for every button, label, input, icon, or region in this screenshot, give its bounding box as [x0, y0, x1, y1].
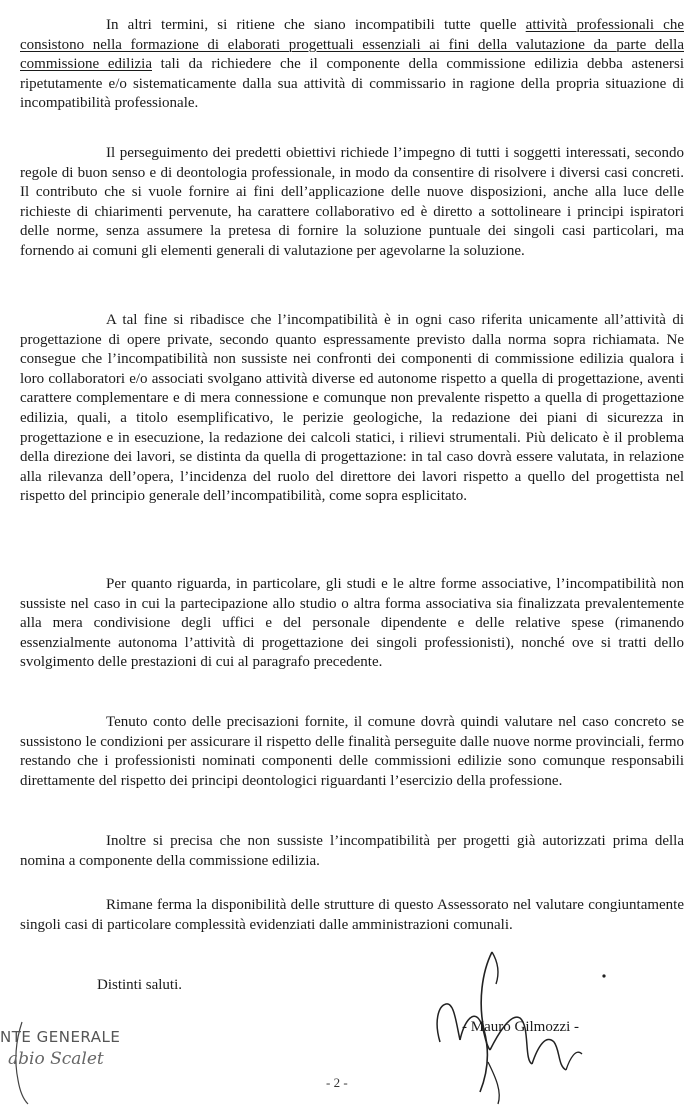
paragraph-rest-text: tali da richiedere che il componente della commissione edilizia debba astenersi ripetutamente e/o sistematicamente dalla sua attività di commissario in ragione della propria situazione di incompatibilità professionale. [20, 56, 684, 112]
underlined-phrase: attività professionali che consistono nella formazione di elaborati progettuali essenziali ai fini della valutazione da parte della commissione edilizia [20, 17, 684, 73]
paragraph-objectives: Il perseguimento dei predetti obiettivi richiede l’impegno di tutti i soggetti interessati, secondo regole di buon senso e di deontologia professionale, in modo da consentire di risolvere i diversi casi concreti. Il contributo che si vuole fornire ai fini dell’applicazione delle nuove disposizioni, anche alla luce delle richieste di chiarimenti pervenute, ha carattere collaborativo ed è diretto a sottolineare i principi ispiratori delle norme, senza assumere la pretesa di fornire la soluzione puntuale dei singoli casi particolari, ma fornendo ai comuni gli elementi generali di valutazione per agevolarne la soluzione. [20, 145, 684, 259]
paragraph-municipal-evaluation: Tenuto conto delle precisazioni fornite, il comune dovrà quindi valutare nel caso concreto se sussistono le condizioni per assicurare il rispetto delle finalità perseguite dalle nuove norme provinciali, fermo restando che i professionisti nominati componenti delle commissioni edilizie sono comunque responsabili direttamente del rispetto dei principi deontologici riguardanti l’esercizio della professione. [20, 714, 684, 789]
stamp-role-text: NTE GENERALE [0, 1028, 121, 1046]
paragraph-availability: Rimane ferma la disponibilità delle strutture di questo Assessorato nel valutare congiuntamente singoli casi di particolare complessità evidenziati dalle amministrazioni comunali. [20, 897, 684, 933]
paragraph-associations: Per quanto riguarda, in particolare, gli studi e le altre forme associative, l’incompatibilità non sussiste nel caso in cui la partecipazione allo studio o altra forma associativa sia finalizzata prevalentemente alla mera condivisione degli uffici e del personale dipendente e delle relative spese (rimanendo essenzialmente autonoma l’attività di progettazione dei singoli professionisti), nonché ove si tratti dello svolgimento delle prestazioni di cui al paragrafo precedente. [20, 576, 684, 671]
paragraph-authorized-projects: Inoltre si precisa che non sussiste l’incompatibilità per progetti già autorizzati prima della nomina a componente della commissione edilizia. [20, 833, 684, 869]
signer-name: - Mauro Gilmozzi - [462, 1019, 580, 1035]
closing-salutation: Distinti saluti. [97, 977, 183, 993]
paragraph-incompatibility [20, 16, 684, 114]
page-number: - 2 - [326, 1075, 348, 1090]
paragraph-design-activity: A tal fine si ribadisce che l’incompatibilità è in ogni caso riferita unicamente all’attività di progettazione di opere private, secondo quanto espressamente previsto dalla norma sopra richiamata. Ne consegue che l’incompatibilità non sussiste nei confronti dei componenti di commissione edilizia qualora i loro collaboratori e/o associati svolgano attività diverse ed autonome rispetto a quella di progettazione, aventi carattere complementare e di mera connessione e comunque non prevalente rispetto a quella di progettazione edilizia, quali, a titolo esemplificativo, le perizie geologiche, la redazione dei piani di sicurezza in progettazione e in esecuzione, la redazione dei calcoli statici, i rilievi strumentali. Più delicato è il problema della direzione dei lavori, se distinta da quella di progettazione: in tal caso dovrà essere valutata, in relazione alla rilevanza dell’opera, l’incidenza del ruolo del direttore dei lavori rispetto a quello del progettista nel rispetto del principio generale dell’incompatibilità, come sopra esplicitato. [20, 312, 684, 505]
stamp-name-text: abio Scalet [8, 1049, 104, 1069]
paragraph-lead-text: In altri termini, si ritiene che siano incompatibili tutte quelle [106, 17, 526, 33]
